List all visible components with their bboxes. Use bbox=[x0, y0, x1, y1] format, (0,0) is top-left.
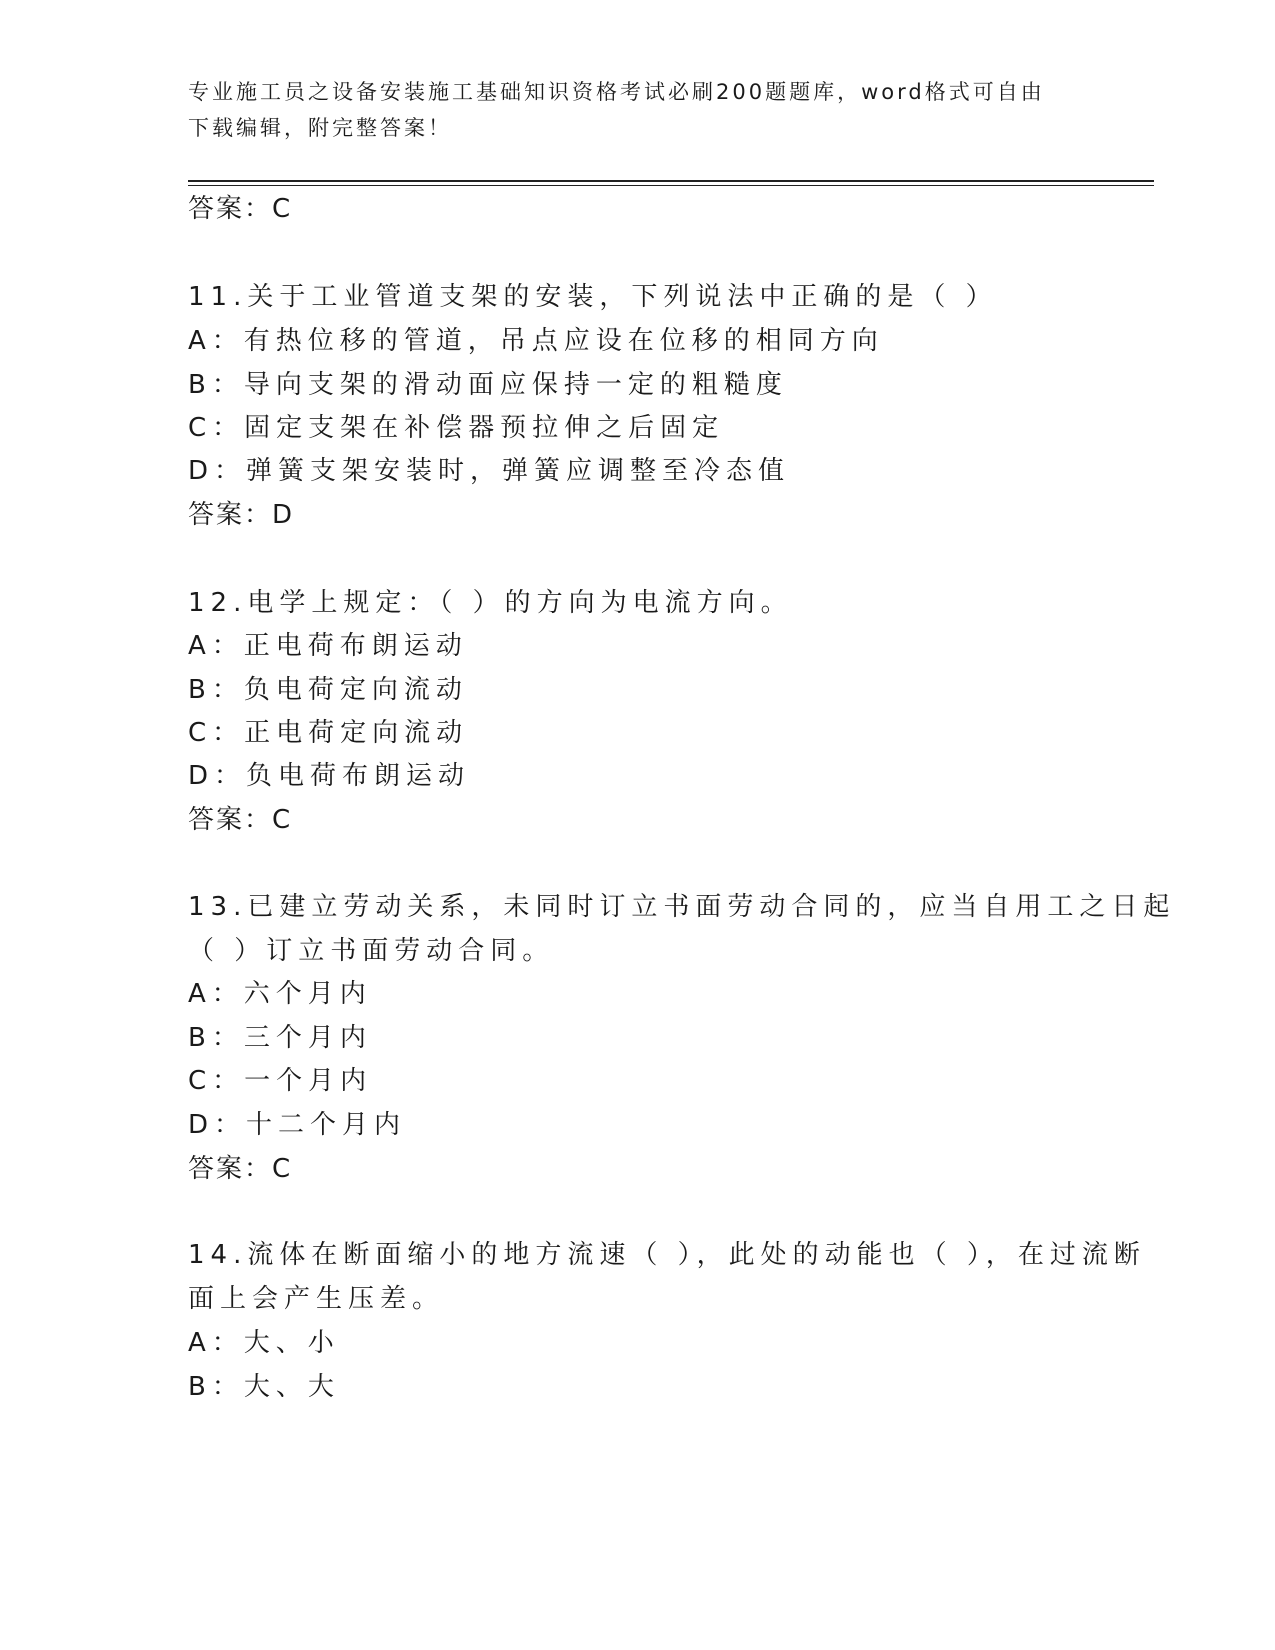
q11-option-b: B：导向支架的滑动面应保持一定的粗糙度 bbox=[188, 370, 788, 400]
q14-option-b: B：大、大 bbox=[188, 1372, 340, 1402]
header-divider-thick bbox=[188, 180, 1154, 182]
question-12: 12.电学上规定：（ ）的方向为电流方向。 bbox=[188, 588, 793, 618]
header-divider-thin bbox=[188, 185, 1154, 186]
answer-line: 答案：C bbox=[188, 194, 293, 224]
q11-option-a: A：有热位移的管道，吊点应设在位移的相同方向 bbox=[188, 326, 884, 356]
q13-option-c: C：一个月内 bbox=[188, 1066, 373, 1096]
q13-option-b: B：三个月内 bbox=[188, 1023, 372, 1053]
q13-answer: 答案：C bbox=[188, 1154, 293, 1184]
q11-option-c: C：固定支架在补偿器预拉伸之后固定 bbox=[188, 413, 725, 443]
question-13-line-1: 13.已建立劳动关系，未同时订立书面劳动合同的，应当自用工之日起 bbox=[188, 892, 1176, 922]
q12-option-a: A：正电荷布朗运动 bbox=[188, 631, 468, 661]
q12-answer: 答案：C bbox=[188, 805, 293, 835]
q12-option-b: B：负电荷定向流动 bbox=[188, 675, 468, 705]
q13-option-d: D：十二个月内 bbox=[188, 1110, 407, 1140]
document-header bbox=[188, 74, 1068, 146]
question-11: 11.关于工业管道支架的安装，下列说法中正确的是（ ） bbox=[188, 282, 998, 312]
q13-option-a: A：六个月内 bbox=[188, 979, 372, 1009]
q11-option-d: D：弹簧支架安装时，弹簧应调整至冷态值 bbox=[188, 456, 791, 486]
q14-option-a: A：大、小 bbox=[188, 1328, 340, 1358]
header-line-1: 专业施工员之设备安装施工基础知识资格考试必刷200题题库，word格式可自由 bbox=[188, 80, 1045, 104]
question-14-line-2: 面上会产生压差。 bbox=[188, 1284, 445, 1314]
q11-answer: 答案：D bbox=[188, 500, 295, 530]
header-line-2: 下载编辑，附完整答案！ bbox=[188, 116, 452, 140]
question-14-line-1: 14.流体在断面缩小的地方流速（ ），此处的动能也（ ），在过流断 bbox=[188, 1240, 1146, 1270]
question-13-line-2: （ ）订立书面劳动合同。 bbox=[188, 936, 555, 966]
q12-option-d: D：负电荷布朗运动 bbox=[188, 761, 471, 791]
q12-option-c: C：正电荷定向流动 bbox=[188, 718, 469, 748]
